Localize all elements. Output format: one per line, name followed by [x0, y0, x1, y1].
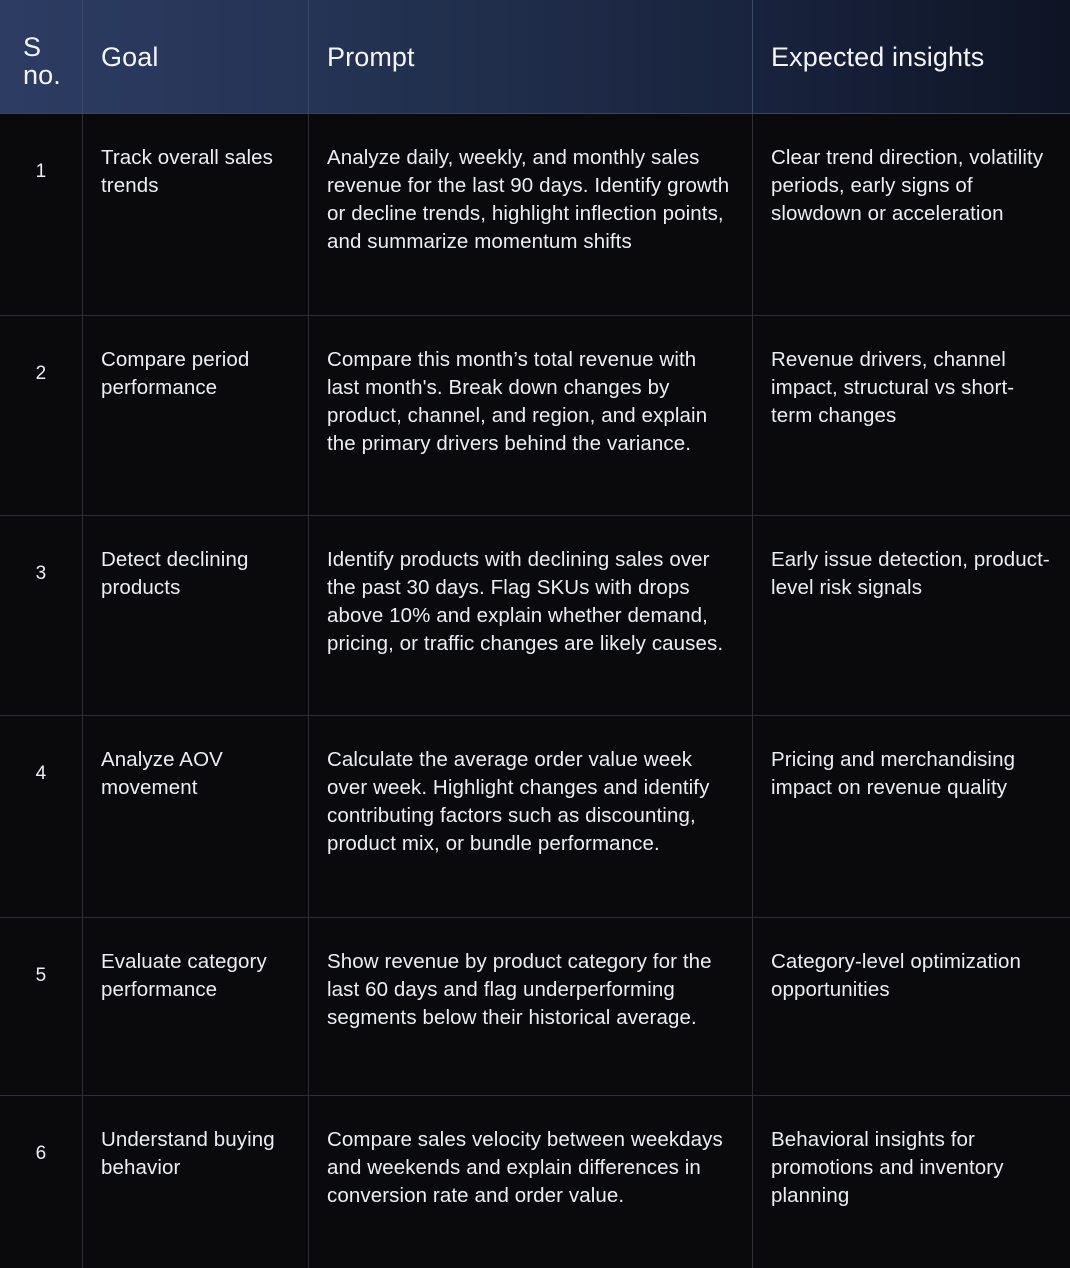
row-goal: Detect declining products — [82, 516, 308, 715]
table-row — [0, 316, 1070, 516]
row-goal: Compare period performance — [82, 316, 308, 515]
row-goal: Understand buying behavior — [82, 1096, 308, 1268]
row-goal: Track overall sales trends — [82, 114, 308, 315]
row-number: 3 — [35, 563, 47, 584]
table-header-row — [0, 0, 1070, 114]
table-row — [0, 716, 1070, 918]
table-row — [0, 918, 1070, 1096]
row-prompt: Show revenue by product category for the last 60 days and flag underperforming segments below their historical average. — [308, 918, 752, 1095]
row-number: 6 — [35, 1143, 47, 1164]
row-number: 2 — [35, 363, 47, 384]
row-prompt: Compare this month’s total revenue with last month's. Break down changes by product, channel, and region, and explain the primary drivers behind the variance. — [308, 316, 752, 515]
row-insights: Early issue detection, product-level risk signals — [752, 516, 1070, 715]
row-prompt: Calculate the average order value week over week. Highlight changes and identify contributing factors such as discounting, product mix, or bundle performance. — [308, 716, 752, 917]
row-insights: Pricing and merchandising impact on revenue quality — [752, 716, 1070, 917]
header-prompt: Prompt — [308, 0, 752, 113]
row-insights: Category-level optimization opportunities — [752, 918, 1070, 1095]
row-insights: Clear trend direction, volatility periods, early signs of slowdown or acceleration — [752, 114, 1070, 315]
header-sno: S no. — [23, 32, 61, 90]
row-number: 1 — [35, 161, 47, 182]
row-number: 5 — [35, 965, 47, 986]
header-goal: Goal — [82, 0, 308, 113]
table-row — [0, 516, 1070, 716]
row-insights: Behavioral insights for promotions and inventory planning — [752, 1096, 1070, 1268]
header-insights: Expected insights — [752, 0, 1070, 113]
row-prompt: Identify products with declining sales over the past 30 days. Flag SKUs with drops above 10% and explain whether demand, pricing, or traffic changes are likely causes. — [308, 516, 752, 715]
row-number: 4 — [35, 763, 47, 784]
table-row — [0, 1096, 1070, 1268]
row-insights: Revenue drivers, channel impact, structural vs short-term changes — [752, 316, 1070, 515]
table-row — [0, 114, 1070, 316]
row-prompt: Compare sales velocity between weekdays and weekends and explain differences in conversion rate and order value. — [308, 1096, 752, 1268]
row-prompt: Analyze daily, weekly, and monthly sales revenue for the last 90 days. Identify growth or decline trends, highlight inflection points, and summarize momentum shifts — [308, 114, 752, 315]
row-goal: Evaluate category performance — [82, 918, 308, 1095]
row-goal: Analyze AOV movement — [82, 716, 308, 917]
